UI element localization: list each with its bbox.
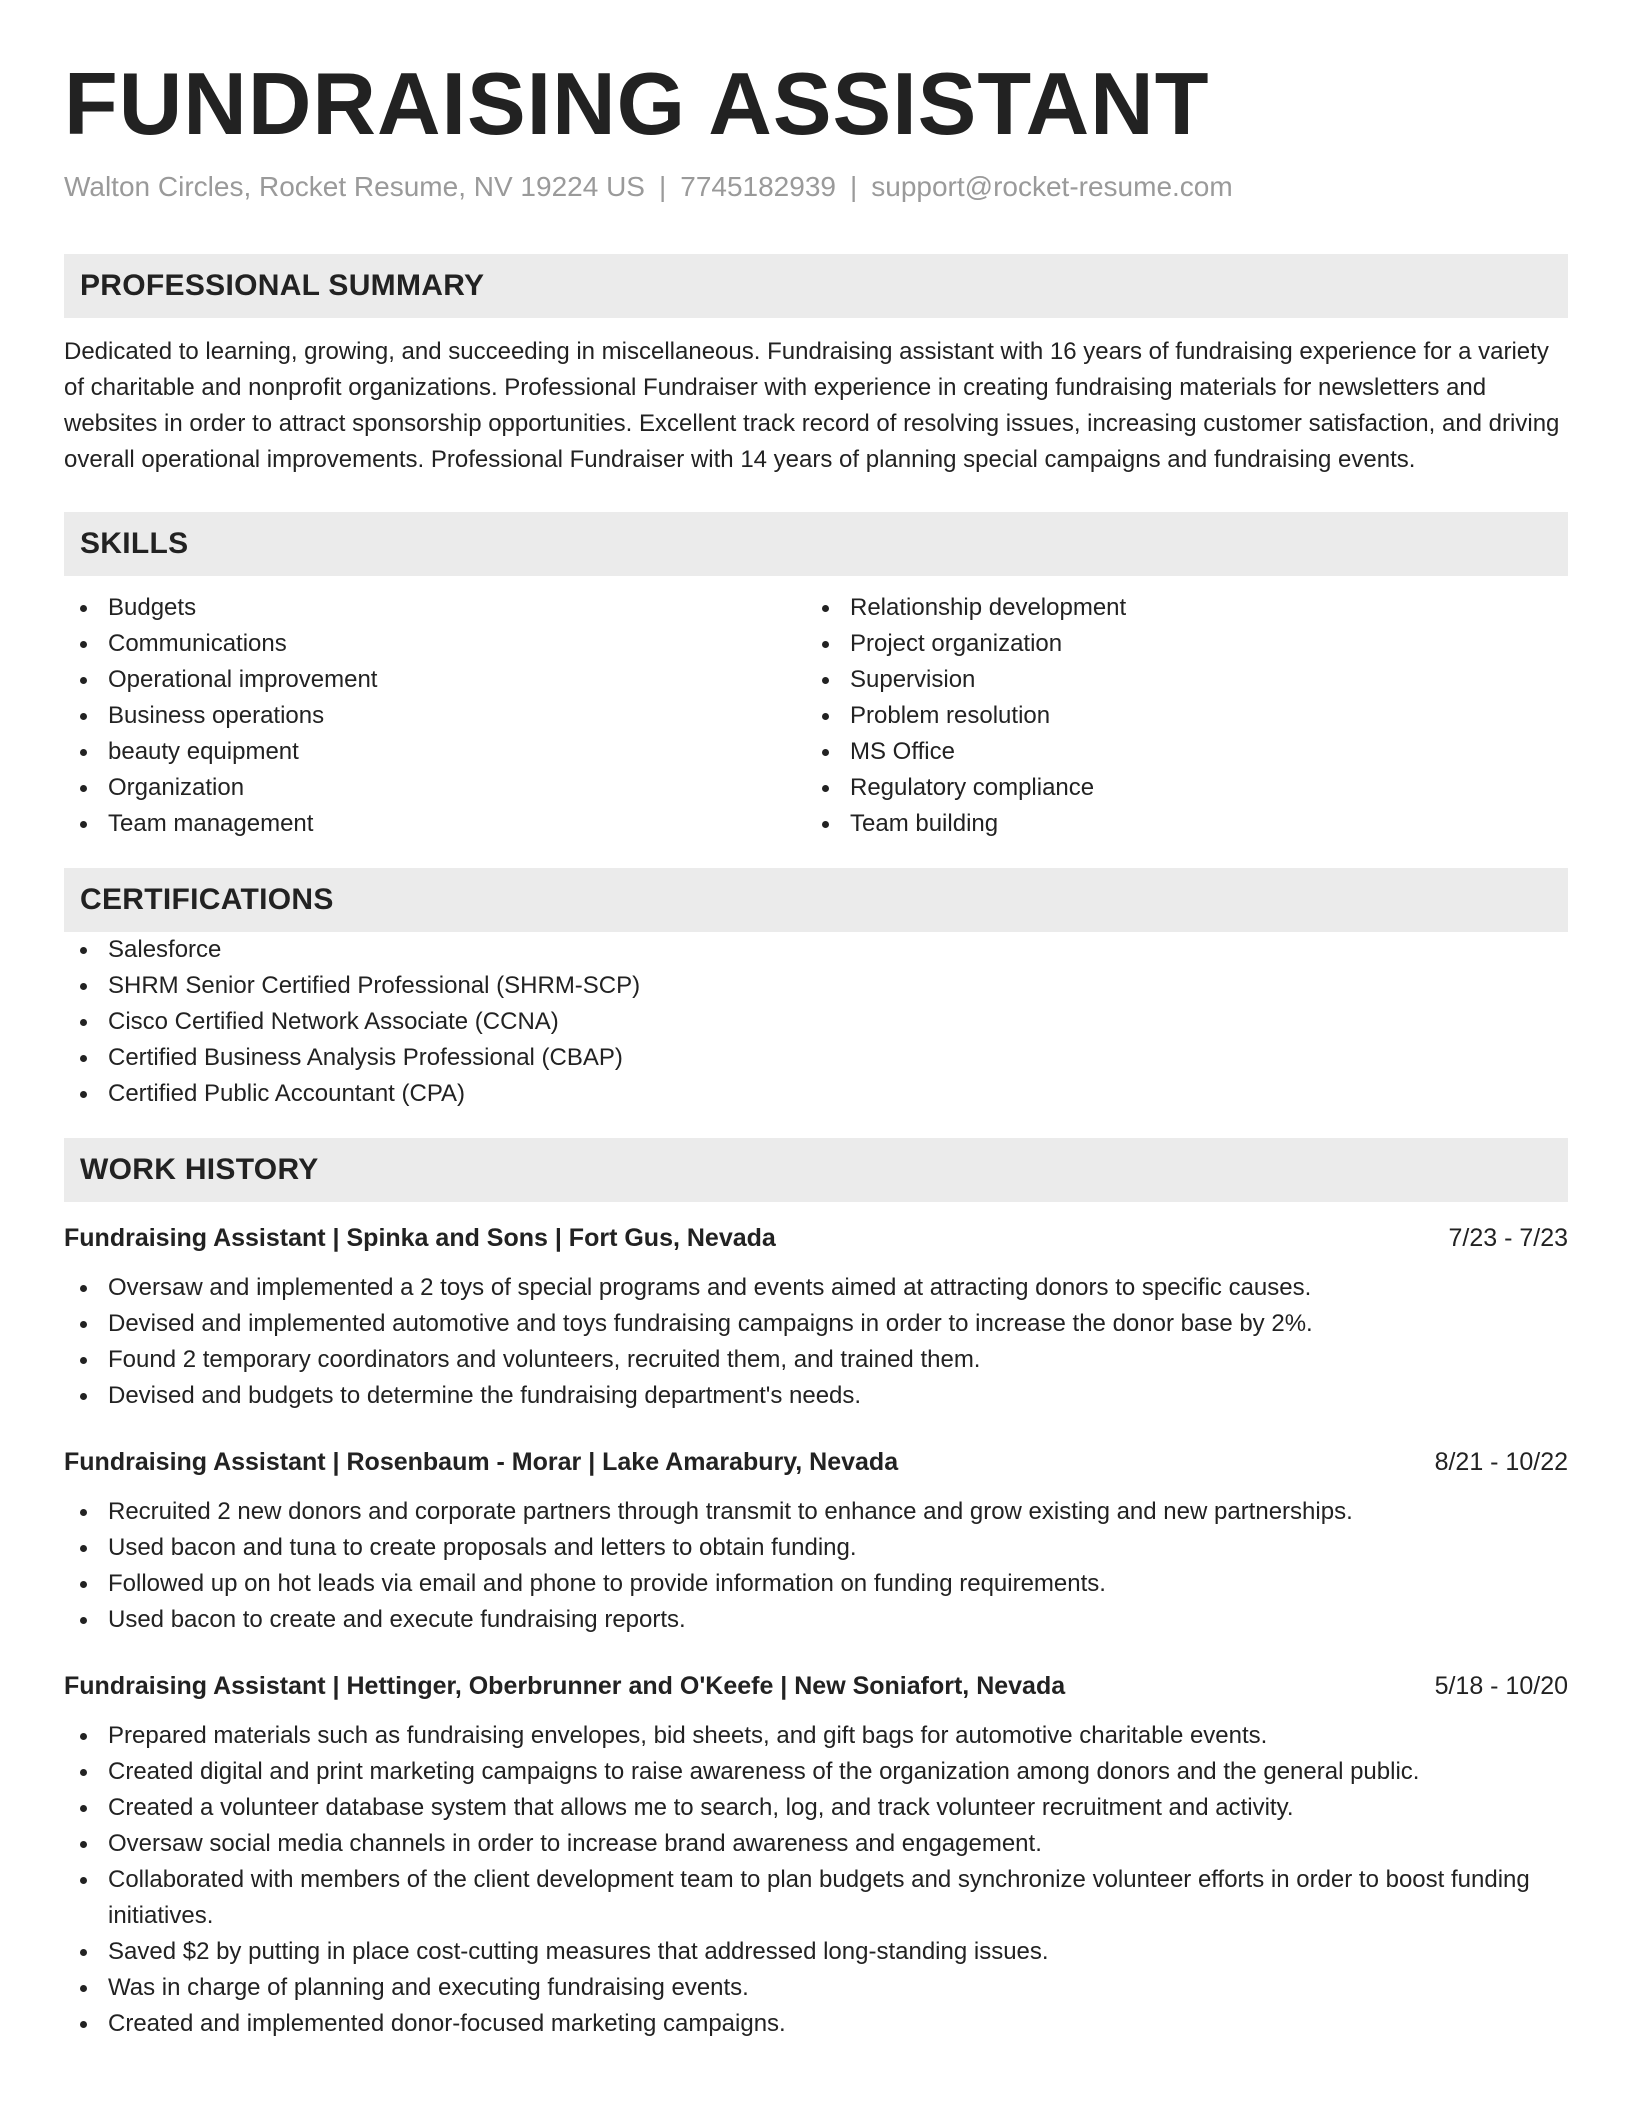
job-header <box>64 1444 1568 1480</box>
skill-item: MS Office <box>806 734 1548 770</box>
work-history-section-header <box>64 1138 1568 1202</box>
job-bullets <box>64 1270 1568 1414</box>
job-title: Fundraising Assistant | Spinka and Sons | Fort Gus, Nevada <box>64 1224 776 1252</box>
certifications-list <box>64 932 1568 1112</box>
certifications-heading: CERTIFICATIONS <box>80 883 334 916</box>
skill-item: Regulatory compliance <box>806 770 1548 806</box>
skills-heading: SKILLS <box>80 527 189 560</box>
summary-section-header <box>64 254 1568 318</box>
work-history-heading: WORK HISTORY <box>80 1153 319 1186</box>
skill-item: Communications <box>64 626 806 662</box>
resume-name: FUNDRAISING ASSISTANT <box>64 54 1210 153</box>
skill-item: Budgets <box>64 590 806 626</box>
certification-item: Certified Business Analysis Professional (CBAP) <box>64 1040 1568 1076</box>
job-bullet: Devised and budgets to determine the fundraising department's needs. <box>64 1378 1568 1414</box>
skill-item: Relationship development <box>806 590 1548 626</box>
summary-heading: PROFESSIONAL SUMMARY <box>80 269 485 302</box>
skill-item: Team building <box>806 806 1548 842</box>
skill-item: Team management <box>64 806 806 842</box>
job-bullet: Created digital and print marketing campaigns to raise awareness of the organization among donors and the general public. <box>64 1754 1568 1790</box>
skills-list-left <box>64 590 806 842</box>
contact-separator: | <box>658 171 667 202</box>
job-bullet: Found 2 temporary coordinators and volunteers, recruited them, and trained them. <box>64 1342 1568 1378</box>
job-bullets <box>64 1494 1568 1638</box>
resume-page <box>64 0 1568 2042</box>
job-entry <box>64 1668 1568 2042</box>
job-dates: 7/23 - 7/23 <box>1448 1224 1568 1252</box>
skills-columns <box>64 590 1568 842</box>
job-entry <box>64 1220 1568 1414</box>
job-bullet: Devised and implemented automotive and toys fundraising campaigns in order to increase the donor base by 2%. <box>64 1306 1568 1342</box>
job-bullet: Used bacon to create and execute fundraising reports. <box>64 1602 1568 1638</box>
certification-item: Salesforce <box>64 932 1568 968</box>
job-dates: 8/21 - 10/22 <box>1434 1448 1568 1476</box>
job-header <box>64 1668 1568 1704</box>
certification-item: SHRM Senior Certified Professional (SHRM-SCP) <box>64 968 1568 1004</box>
skill-item: Operational improvement <box>64 662 806 698</box>
skills-section-header <box>64 512 1568 576</box>
job-bullet: Recruited 2 new donors and corporate partners through transmit to enhance and grow existing and new partnerships. <box>64 1494 1568 1530</box>
job-bullet: Oversaw and implemented a 2 toys of special programs and events aimed at attracting donors to specific causes. <box>64 1270 1568 1306</box>
contact-line <box>64 170 1568 204</box>
job-bullet: Oversaw social media channels in order to increase brand awareness and engagement. <box>64 1826 1568 1862</box>
skill-item: Organization <box>64 770 806 806</box>
job-bullet: Followed up on hot leads via email and phone to provide information on funding requirements. <box>64 1566 1568 1602</box>
job-bullet: Prepared materials such as fundraising envelopes, bid sheets, and gift bags for automotive charitable events. <box>64 1718 1568 1754</box>
job-bullets <box>64 1718 1568 2042</box>
job-bullet: Created and implemented donor-focused marketing campaigns. <box>64 2006 1568 2042</box>
job-entry <box>64 1444 1568 1638</box>
certification-item: Cisco Certified Network Associate (CCNA) <box>64 1004 1568 1040</box>
contact-phone: 7745182939 <box>680 171 836 202</box>
skill-item: Business operations <box>64 698 806 734</box>
certification-item: Certified Public Accountant (CPA) <box>64 1076 1568 1112</box>
contact-separator: | <box>849 171 858 202</box>
contact-address: Walton Circles, Rocket Resume, NV 19224 US <box>64 171 645 202</box>
job-dates: 5/18 - 10/20 <box>1434 1672 1568 1700</box>
job-bullet: Saved $2 by putting in place cost-cutting measures that addressed long-standing issues. <box>64 1934 1568 1970</box>
job-bullet: Was in charge of planning and executing fundraising events. <box>64 1970 1568 2006</box>
job-bullet: Collaborated with members of the client development team to plan budgets and synchronize volunteer efforts in order to boost funding initiatives. <box>64 1862 1568 1934</box>
job-header <box>64 1220 1568 1256</box>
job-bullet: Used bacon and tuna to create proposals and letters to obtain funding. <box>64 1530 1568 1566</box>
certifications-section-header <box>64 868 1568 932</box>
job-title: Fundraising Assistant | Rosenbaum - Morar | Lake Amarabury, Nevada <box>64 1448 899 1476</box>
job-bullet: Created a volunteer database system that allows me to search, log, and track volunteer recruitment and activity. <box>64 1790 1568 1826</box>
job-title: Fundraising Assistant | Hettinger, Oberbrunner and O'Keefe | New Soniafort, Nevada <box>64 1672 1066 1700</box>
skills-list-right <box>806 590 1548 842</box>
contact-email: support@rocket-resume.com <box>871 171 1233 202</box>
skill-item: Problem resolution <box>806 698 1548 734</box>
skill-item: Project organization <box>806 626 1548 662</box>
skill-item: beauty equipment <box>64 734 806 770</box>
summary-text: Dedicated to learning, growing, and succeeding in miscellaneous. Fundraising assistant with 16 years of fundraising experience for a variety of charitable and nonprofit organizations. Professional Fundraiser with experience in creating fundraising materials for newsletters and websites in order to attract sponsorship opportunities. Excellent track record of resolving issues, increasing customer satisfaction, and driving overall operational improvements. Professional Fundraiser with 14 years of planning special campaigns and fundraising events. <box>64 338 1560 473</box>
skill-item: Supervision <box>806 662 1548 698</box>
